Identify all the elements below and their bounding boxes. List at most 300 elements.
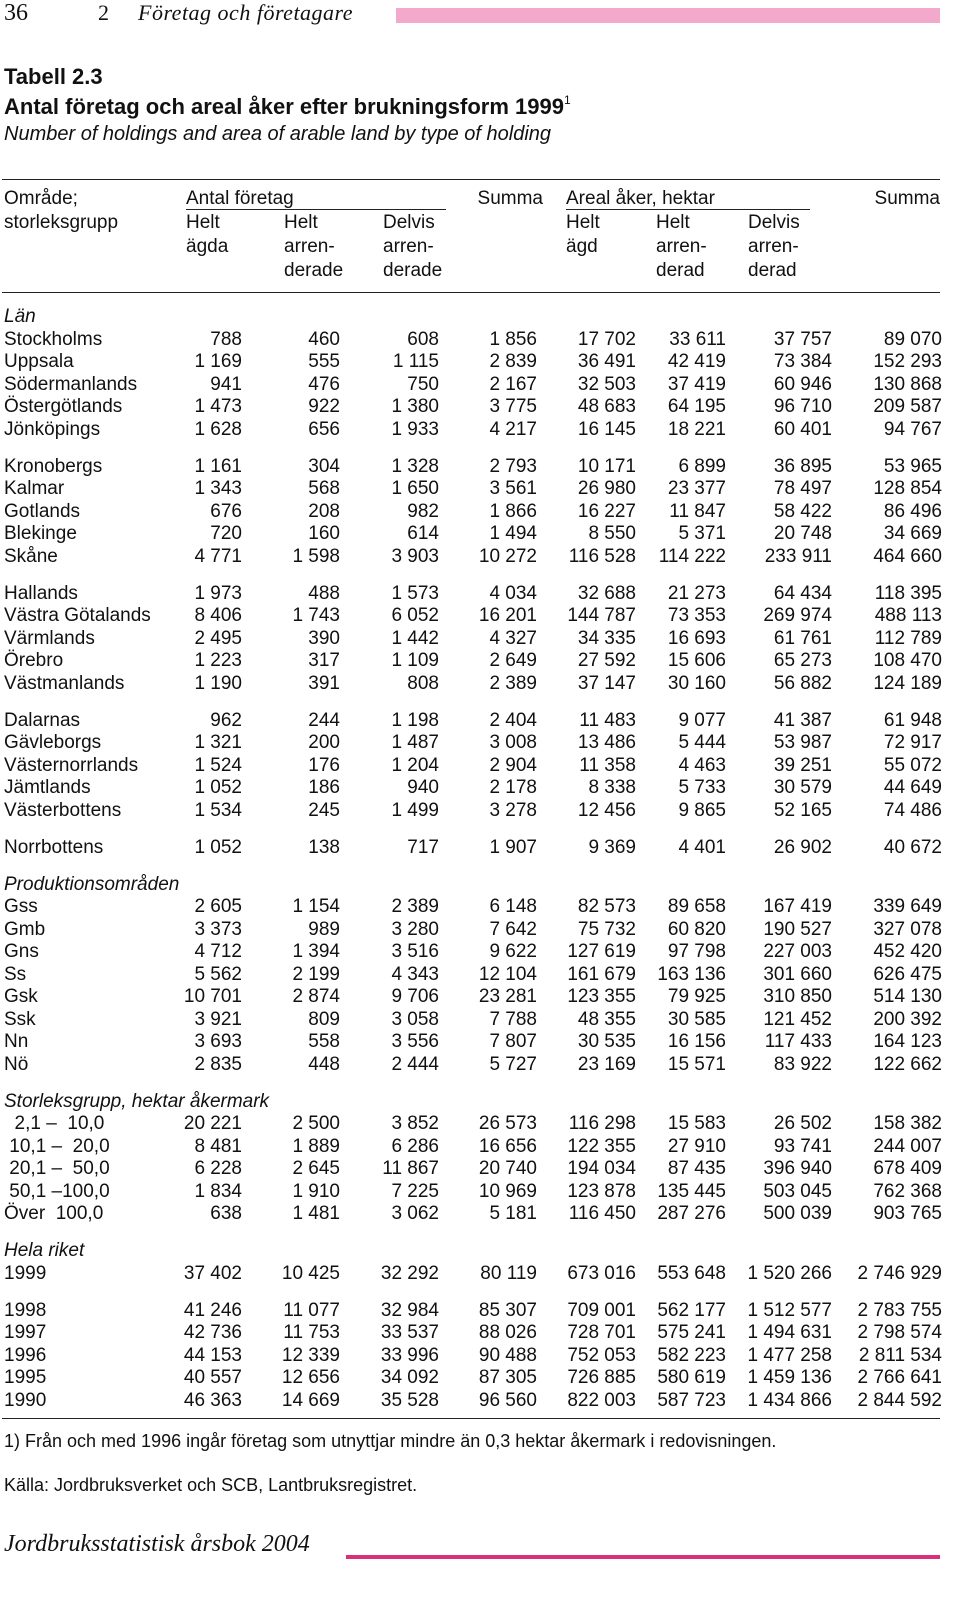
- table-top-rule: [2, 179, 940, 180]
- table-cell: 5 562: [194, 963, 242, 985]
- table-cell: 3 516: [391, 941, 439, 962]
- row-label: 50,1 –100,0: [4, 1180, 110, 1202]
- row-label: Gns: [4, 941, 39, 962]
- table-cell: 89 658: [667, 896, 726, 917]
- table-cell: 82 573: [577, 896, 636, 917]
- table-cell: 72 917: [883, 732, 942, 753]
- table-cell: 587 723: [657, 1389, 726, 1411]
- row-label: 1996: [4, 1344, 47, 1366]
- table-cell: 4 343: [391, 963, 439, 985]
- table-cell: 35 528: [380, 1389, 439, 1411]
- table-cell: 44 649: [883, 777, 942, 798]
- table-cell: 194 034: [567, 1158, 636, 1179]
- table-cell: 93 741: [773, 1135, 832, 1157]
- col-area-line2: storleksgrupp: [4, 212, 119, 233]
- table-cell: 30 160: [667, 672, 726, 694]
- table-cell: 1 524: [194, 754, 242, 776]
- table-cell: 14 669: [281, 1389, 340, 1411]
- table-cell: 60 401: [773, 418, 832, 440]
- table-row: [0, 986, 942, 1009]
- table-row: [0, 1113, 942, 1136]
- table-row: [0, 605, 942, 628]
- table-cell: 2 495: [194, 627, 242, 649]
- col-group-area: Areal åker, hektar: [566, 188, 715, 209]
- table-cell: 96 560: [478, 1389, 537, 1411]
- table-cell: 1 512 577: [747, 1299, 832, 1321]
- table-cell: 568: [308, 478, 340, 499]
- row-label: Nö: [4, 1053, 29, 1075]
- table-cell: 1 161: [194, 455, 242, 477]
- publication-footer: Jordbruksstatistisk årsbok 2004: [4, 1531, 310, 1557]
- row-label: Ssk: [4, 1008, 36, 1030]
- table-cell: 1 650: [391, 478, 439, 499]
- table-cell: 5 733: [678, 777, 726, 798]
- row-label: Gsk: [4, 986, 38, 1007]
- table-cell: 9 706: [391, 986, 439, 1007]
- table-cell: 48 683: [577, 396, 636, 417]
- table-cell: 89 070: [883, 328, 942, 350]
- table-cell: 1 907: [489, 836, 537, 858]
- table-cell: 96 710: [773, 396, 832, 417]
- table-cell: 121 452: [763, 1008, 832, 1030]
- col-c2-line3: derade: [284, 260, 344, 281]
- table-cell: 720: [210, 523, 242, 544]
- table-cell: 90 488: [478, 1344, 537, 1366]
- table-cell: 1 052: [194, 777, 242, 798]
- table-cell: 33 611: [669, 328, 726, 350]
- row-label: 1997: [4, 1322, 47, 1343]
- table-cell: 73 353: [667, 605, 726, 626]
- table-row: [0, 1300, 942, 1323]
- table-cell: 678 409: [873, 1158, 942, 1179]
- table-cell: 44 153: [183, 1344, 242, 1366]
- table-cell: 2 500: [292, 1113, 340, 1134]
- col-c6-line1: Helt: [656, 212, 690, 233]
- col-c7-line2: arren-: [748, 236, 799, 257]
- table-cell: 34 092: [380, 1367, 439, 1388]
- row-label: 1990: [4, 1389, 47, 1411]
- table-cell: 20 748: [773, 523, 832, 544]
- table-title: [4, 93, 571, 120]
- table-row: [0, 837, 942, 860]
- table-cell: 200: [308, 732, 340, 753]
- table-cell: 42 419: [667, 351, 726, 372]
- table-cell: 304: [308, 455, 340, 477]
- table-cell: 116 450: [568, 1203, 636, 1224]
- table-cell: 555: [308, 351, 340, 372]
- table-cell: 1 743: [292, 605, 340, 626]
- table-row: [0, 964, 942, 987]
- table-cell: 762 368: [873, 1180, 942, 1202]
- table-row: [0, 1181, 942, 1204]
- col-c7-line1: Delvis: [748, 212, 800, 233]
- row-label: Gss: [4, 896, 38, 917]
- table-cell: 5 181: [489, 1203, 537, 1224]
- table-row: [0, 710, 942, 733]
- table-cell: 4 401: [678, 836, 726, 858]
- table-label: Tabell 2.3: [4, 64, 103, 89]
- page-number: 36: [4, 0, 28, 26]
- table-row: [0, 777, 942, 800]
- table-cell: 20 740: [478, 1158, 537, 1179]
- col-c2-line2: arren-: [284, 236, 335, 257]
- section-heading-label: Hela riket: [4, 1240, 85, 1261]
- row-label: Västerbottens: [4, 799, 122, 821]
- table-cell: 34 669: [883, 523, 942, 544]
- table-cell: 46 363: [183, 1389, 242, 1411]
- table-cell: 6 286: [391, 1135, 439, 1157]
- table-cell: 626 475: [873, 963, 942, 985]
- table-cell: 164 123: [873, 1031, 942, 1052]
- table-cell: 26 502: [773, 1113, 832, 1134]
- table-cell: 94 767: [883, 418, 942, 440]
- table-cell: 9 077: [678, 709, 726, 731]
- table-subtitle: Number of holdings and area of arable land by type of holding: [4, 123, 552, 145]
- table-cell: 41 246: [183, 1299, 242, 1321]
- table-cell: 2 783 755: [857, 1299, 942, 1321]
- table-cell: 135 445: [657, 1180, 726, 1202]
- table-row: [0, 919, 942, 942]
- table-cell: 16 145: [577, 418, 636, 440]
- table-cell: 1 499: [391, 799, 439, 821]
- table-cell: 34 335: [577, 627, 636, 649]
- table-cell: 37 402: [183, 1262, 242, 1284]
- table-cell: 1 487: [391, 732, 439, 753]
- table-cell: 1 477 258: [747, 1344, 832, 1366]
- table-cell: 2 404: [489, 709, 537, 731]
- table-cell: 562 177: [657, 1299, 726, 1321]
- table-cell: 4 771: [194, 545, 242, 567]
- table-cell: 5 444: [678, 732, 726, 753]
- table-cell: 186: [308, 777, 340, 798]
- section-heading-label: Storleksgrupp, hektar åkermark: [4, 1090, 270, 1112]
- table-cell: 112 789: [874, 627, 942, 649]
- table-row: [0, 732, 942, 755]
- table-cell: 390: [308, 627, 340, 649]
- table-cell: 2 389: [391, 896, 439, 917]
- table-cell: 558: [308, 1031, 340, 1052]
- table-cell: 55 072: [883, 754, 942, 776]
- table-cell: 460: [308, 328, 340, 350]
- table-cell: 1 933: [391, 418, 439, 440]
- table-cell: 1 973: [194, 582, 242, 604]
- table-cell: 10 425: [281, 1262, 340, 1284]
- row-label: Stockholms: [4, 328, 103, 350]
- table-cell: 60 946: [773, 373, 832, 395]
- table-row: [0, 1136, 942, 1159]
- table-cell: 553 648: [657, 1262, 726, 1284]
- table-cell: 79 925: [667, 986, 726, 1007]
- table-cell: 2 746 929: [857, 1262, 942, 1284]
- row-label: Över 100,0: [4, 1203, 104, 1224]
- table-cell: 167 419: [763, 896, 832, 917]
- table-cell: 12 456: [577, 799, 636, 821]
- table-cell: 118 395: [874, 582, 942, 604]
- table-cell: 3 921: [194, 1008, 242, 1030]
- col-c6-line3: derad: [656, 260, 705, 281]
- table-row: [0, 374, 942, 397]
- col-c1-line2: ägda: [186, 236, 229, 257]
- table-cell: 26 902: [773, 836, 832, 858]
- table-cell: 42 736: [183, 1322, 242, 1343]
- table-cell: 128 854: [873, 478, 942, 499]
- table-cell: 245: [308, 799, 340, 821]
- table-cell: 1 321: [194, 732, 242, 753]
- table-cell: 4 217: [489, 418, 537, 440]
- table-cell: 1 198: [391, 709, 439, 731]
- table-cell: 3 373: [194, 918, 242, 940]
- table-cell: 144 787: [567, 605, 636, 626]
- table-cell: 1 434 866: [747, 1389, 832, 1411]
- table-cell: 728 701: [567, 1322, 636, 1343]
- col-c3-line3: derade: [383, 260, 443, 281]
- table-cell: 208: [308, 500, 340, 522]
- table-cell: 13 486: [577, 732, 636, 753]
- table-cell: 161 679: [567, 963, 636, 985]
- table-cell: 3 775: [489, 396, 537, 417]
- table-row: [0, 650, 942, 673]
- table-cell: 97 798: [667, 941, 726, 962]
- table-row: [0, 1158, 942, 1181]
- table-row: [0, 1031, 942, 1054]
- footnote: 1) Från och med 1996 ingår företag som utnyttjar mindre än 0,3 hektar åkermark i redovisningen.: [4, 1431, 777, 1451]
- table-cell: 396 940: [763, 1158, 832, 1179]
- table-cell: 21 273: [667, 582, 726, 604]
- row-label: Nn: [4, 1031, 29, 1052]
- table-cell: 122 355: [567, 1135, 636, 1157]
- table-cell: 269 974: [763, 605, 832, 626]
- table-cell: 16 656: [478, 1135, 537, 1157]
- table-cell: 123 355: [567, 986, 636, 1007]
- table-cell: 3 556: [391, 1031, 439, 1052]
- chapter-title: Företag och företagare: [138, 0, 354, 25]
- table-cell: 233 911: [764, 545, 832, 567]
- table-cell: 30 579: [773, 777, 832, 798]
- table-row: [0, 1367, 942, 1390]
- table-cell: 116 298: [568, 1113, 636, 1134]
- row-label: Norrbottens: [4, 836, 104, 858]
- table-cell: 53 987: [773, 732, 832, 753]
- row-label: 1995: [4, 1367, 47, 1388]
- table-cell: 1 473: [194, 396, 242, 417]
- data-table: [0, 306, 942, 1412]
- table-cell: 1 494: [489, 523, 537, 544]
- table-cell: 2 444: [391, 1053, 439, 1075]
- row-label: Östergötlands: [4, 396, 123, 417]
- table-cell: 6 899: [678, 455, 726, 477]
- row-label: Jämtlands: [4, 777, 91, 798]
- table-cell: 822 003: [567, 1389, 636, 1411]
- table-cell: 10 701: [183, 986, 242, 1007]
- table-cell: 982: [407, 500, 439, 522]
- table-cell: 83 922: [773, 1053, 832, 1075]
- table-cell: 244: [308, 709, 340, 731]
- table-cell: 989: [308, 918, 340, 940]
- table-cell: 116 528: [568, 545, 636, 567]
- table-cell: 12 656: [281, 1367, 340, 1388]
- table-cell: 2 793: [489, 455, 537, 477]
- table-cell: 9 865: [678, 799, 726, 821]
- col-c7-line3: derad: [748, 260, 797, 281]
- table-cell: 1 573: [391, 582, 439, 604]
- table-row: [0, 583, 942, 606]
- group-count-rule: [186, 209, 446, 210]
- footnote-ref: 1: [563, 93, 571, 107]
- table-cell: 53 965: [883, 455, 942, 477]
- table-cell: 1 889: [292, 1135, 340, 1157]
- table-cell: 8 406: [194, 605, 242, 626]
- table-cell: 1 115: [392, 351, 439, 372]
- table-cell: 500 039: [763, 1203, 832, 1224]
- col-area-line1: Område;: [4, 188, 78, 209]
- table-cell: 608: [407, 328, 439, 350]
- table-cell: 88 026: [478, 1322, 537, 1343]
- table-cell: 2 811 534: [858, 1344, 942, 1366]
- section-heading: [0, 1091, 942, 1114]
- col-summa-area: Summa: [874, 188, 940, 209]
- section-heading: [0, 874, 942, 897]
- col-c1-line1: Helt: [186, 212, 220, 233]
- col-group-count: Antal företag: [186, 188, 294, 209]
- table-cell: 709 001: [567, 1299, 636, 1321]
- table-row: [0, 896, 942, 919]
- table-cell: 16 201: [478, 605, 537, 626]
- table-cell: 12 339: [281, 1344, 340, 1366]
- table-cell: 16 156: [667, 1031, 726, 1052]
- table-cell: 2 874: [292, 986, 340, 1007]
- table-cell: 809: [308, 1008, 340, 1030]
- table-cell: 1 328: [391, 455, 439, 477]
- table-row: [0, 800, 942, 823]
- table-cell: 3 280: [391, 918, 439, 940]
- table-cell: 64 434: [773, 582, 832, 604]
- table-row: [0, 673, 942, 696]
- row-label: 2,1 – 10,0: [4, 1113, 105, 1134]
- table-cell: 676: [210, 500, 242, 522]
- row-label: Skåne: [4, 545, 58, 567]
- table-cell: 15 571: [667, 1053, 726, 1075]
- table-cell: 2 605: [194, 896, 242, 917]
- table-row: [0, 478, 942, 501]
- table-cell: 87 435: [667, 1158, 726, 1179]
- table-row: [0, 1054, 942, 1077]
- table-cell: 287 276: [657, 1203, 726, 1224]
- table-row: [0, 755, 942, 778]
- footer-accent-bar: [346, 1555, 940, 1559]
- table-cell: 3 852: [391, 1113, 439, 1134]
- table-cell: 15 583: [667, 1113, 726, 1134]
- table-cell: 11 867: [382, 1158, 439, 1179]
- table-cell: 74 486: [883, 799, 942, 821]
- table-cell: 32 984: [380, 1299, 439, 1321]
- table-cell: 5 371: [678, 523, 726, 544]
- table-cell: 3 008: [489, 732, 537, 753]
- table-cell: 1 534: [194, 799, 242, 821]
- row-label: Gävleborgs: [4, 732, 102, 753]
- table-cell: 10 272: [478, 545, 537, 567]
- table-cell: 138: [308, 836, 340, 858]
- table-row: [0, 419, 942, 442]
- table-cell: 8 481: [194, 1135, 242, 1157]
- table-cell: 2 389: [489, 672, 537, 694]
- table-cell: 3 561: [489, 478, 537, 499]
- table-cell: 7 807: [489, 1031, 537, 1052]
- table-cell: 114 222: [658, 545, 726, 567]
- table-cell: 476: [308, 373, 340, 395]
- row-label: Dalarnas: [4, 709, 81, 731]
- table-row: [0, 396, 942, 419]
- table-cell: 750: [407, 373, 439, 395]
- table-cell: 36 491: [577, 351, 636, 372]
- table-cell: 922: [308, 396, 340, 417]
- table-cell: 152 293: [873, 351, 942, 372]
- table-cell: 61 948: [883, 709, 942, 731]
- table-cell: 6 148: [489, 896, 537, 917]
- row-label: Västra Götalands: [4, 605, 151, 626]
- table-cell: 176: [308, 754, 340, 776]
- table-cell: 16 227: [577, 500, 636, 522]
- table-cell: 11 483: [579, 709, 636, 731]
- table-cell: 1 109: [391, 650, 439, 671]
- table-cell: 582 223: [657, 1344, 726, 1366]
- table-cell: 87 305: [478, 1367, 537, 1388]
- table-cell: 86 496: [883, 500, 942, 522]
- table-cell: 127 619: [567, 941, 636, 962]
- table-cell: 1 169: [194, 351, 242, 372]
- table-cell: 514 130: [873, 986, 942, 1007]
- table-row: [0, 1322, 942, 1345]
- table-cell: 726 885: [567, 1367, 636, 1388]
- table-cell: 61 761: [773, 627, 832, 649]
- table-cell: 452 420: [873, 941, 942, 962]
- table-cell: 9 369: [588, 836, 636, 858]
- table-row: [0, 456, 942, 479]
- table-cell: 808: [407, 672, 439, 694]
- table-cell: 12 104: [478, 963, 537, 985]
- table-cell: 3 693: [194, 1031, 242, 1052]
- table-cell: 1 520 266: [747, 1262, 832, 1284]
- table-cell: 391: [308, 672, 340, 694]
- table-cell: 4 463: [678, 754, 726, 776]
- table-cell: 65 273: [773, 650, 832, 671]
- table-cell: 209 587: [873, 396, 942, 417]
- table-cell: 1 834: [194, 1180, 242, 1202]
- table-cell: 1 598: [292, 545, 340, 567]
- table-cell: 5 727: [489, 1053, 537, 1075]
- table-row: [0, 1390, 942, 1413]
- table-cell: 301 660: [763, 963, 832, 985]
- section-heading: [0, 306, 942, 329]
- table-cell: 108 470: [873, 650, 942, 671]
- table-row: [0, 1203, 942, 1226]
- table-cell: 8 550: [588, 523, 636, 544]
- col-c5-line2: ägd: [566, 236, 598, 257]
- table-row: [0, 351, 942, 374]
- table-cell: 317: [308, 650, 340, 671]
- table-cell: 339 649: [873, 896, 942, 917]
- table-cell: 23 377: [667, 478, 726, 499]
- table-cell: 575 241: [657, 1322, 726, 1343]
- section-heading-label: Län: [4, 306, 36, 327]
- table-cell: 2 649: [489, 650, 537, 671]
- row-label: Värmlands: [4, 627, 95, 649]
- table-cell: 27 592: [577, 650, 636, 671]
- table-row: [0, 523, 942, 546]
- table-cell: 39 251: [773, 754, 832, 776]
- table-cell: 58 422: [773, 500, 832, 522]
- table-cell: 122 662: [873, 1053, 942, 1075]
- table-cell: 32 503: [577, 373, 636, 395]
